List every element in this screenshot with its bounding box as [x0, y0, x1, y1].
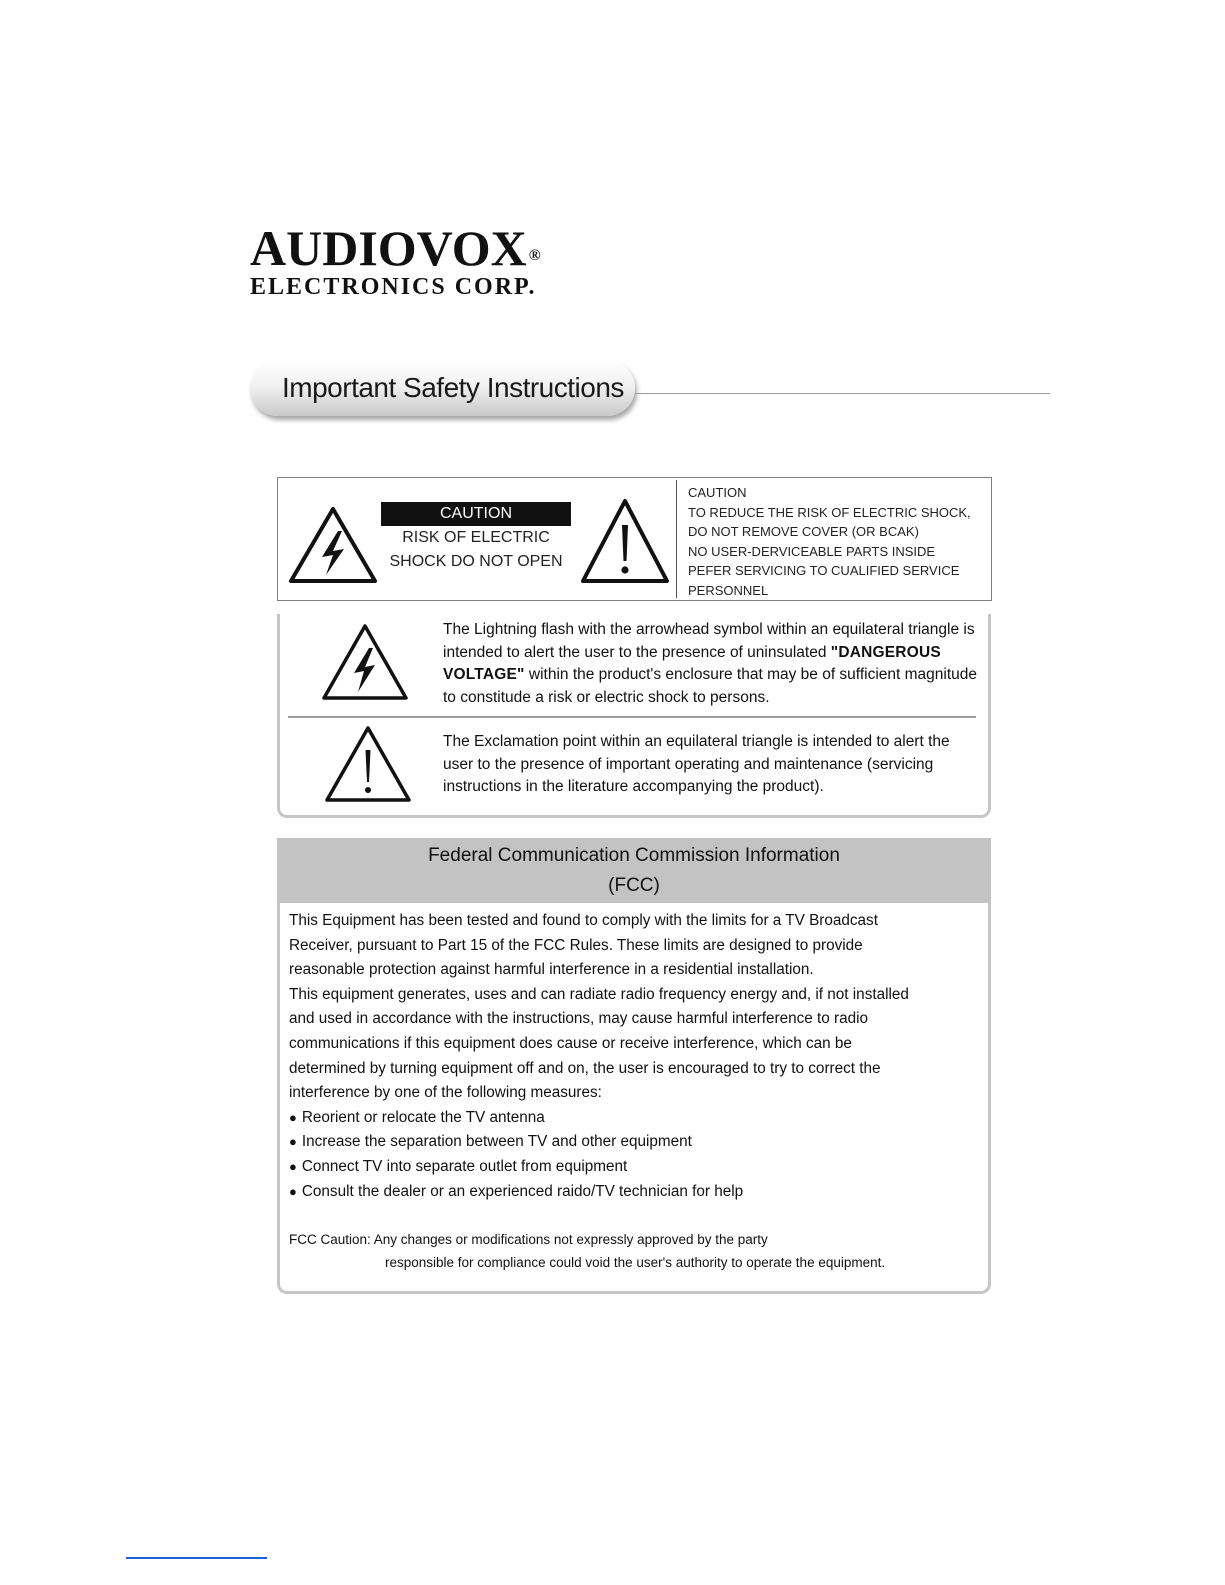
caution-text-line: DO NOT REMOVE COVER (OR BCAK) [688, 524, 919, 539]
logo-subtitle: ELECTRONICS CORP. [250, 274, 537, 300]
symbol-explanations [277, 614, 991, 818]
caution-text-line: PERSONNEL [688, 582, 769, 598]
fcc-line: interference by one of the following measures: [289, 1084, 602, 1102]
lightning-triangle-icon [320, 622, 410, 702]
section-title-pill [250, 360, 635, 416]
section-title: Important Safety Instructions [282, 372, 624, 403]
fcc-bullet: ● Increase the separation between TV and other equipment [289, 1130, 979, 1155]
fcc-line: determined by turning equipment off and on, the user is encouraged to try to correct the [289, 1059, 881, 1077]
electric-shock-warning-icon [287, 505, 379, 585]
fcc-body [289, 909, 979, 1204]
registered-mark: ® [528, 247, 541, 264]
fcc-bullet: ● Reorient or relocate the TV antenna [289, 1106, 979, 1131]
caution-label [381, 502, 571, 574]
dangerous-voltage-text: "DANGEROUS VOLTAGE" [443, 643, 941, 683]
fcc-line: and used in accordance with the instructions, may cause harmful interference to radio [289, 1010, 869, 1028]
exclamation-triangle-icon [323, 724, 413, 804]
fcc-line: communications if this equipment does cause or receive interference, which can be [289, 1034, 852, 1052]
fcc-bullet: ● Consult the dealer or an experienced raido/TV technician for help [289, 1180, 979, 1205]
symbols-divider [288, 716, 976, 718]
caution-label-line: SHOCK DO NOT OPEN [389, 553, 563, 570]
fcc-subtitle: (FCC) [608, 875, 660, 896]
footer-link-underline[interactable] [126, 1557, 267, 1559]
section-rule [635, 393, 1050, 394]
fcc-line: reasonable protection against harmful interference in a residential installation. [289, 961, 814, 979]
audiovox-logo [250, 222, 570, 300]
fcc-bullet: ● Connect TV into separate outlet from equipment [289, 1155, 979, 1180]
fcc-caution [289, 1228, 979, 1274]
caution-text-line: CAUTION [688, 485, 747, 500]
fcc-line: This equipment generates, uses and can radiate radio frequency energy and, if not installed [289, 985, 909, 1003]
fcc-caution-line: FCC Caution: Any changes or modifications not expressly approved by the party [289, 1232, 768, 1247]
fcc-title: Federal Communication Commission Information [428, 845, 840, 866]
caution-text [688, 483, 988, 600]
caution-box [277, 477, 992, 601]
fcc-line: This Equipment has been tested and found to comply with the limits for a TV Broadcast [289, 912, 878, 929]
exclamation-symbol-description: The Exclamation point within an equilateral triangle is intended to alert the user to the presence of important operating and maintenance (servicing instructions in the literature accompanying the product). [443, 733, 950, 795]
caution-label-head: CAUTION [381, 502, 571, 526]
fcc-line: Receiver, pursuant to Part 15 of the FCC Rules. These limits are designed to provide [289, 936, 863, 954]
lightning-symbol-description: The Lightning flash with the arrowhead symbol within an equilateral triangle is intended to alert the user to the presence of uninsulated "DANGEROUS VOLTAGE" within the product's enclosure that may be of sufficient magnitude to constitude a risk or electric shock to persons. [443, 621, 978, 706]
fcc-header [277, 838, 991, 903]
caution-label-line: RISK OF ELECTRIC [402, 529, 550, 546]
fcc-information [277, 838, 991, 1294]
caution-divider [676, 480, 677, 598]
fcc-caution-line: responsible for compliance could void the user's authority to operate the equipment. [385, 1255, 886, 1270]
exclamation-warning-icon [579, 497, 671, 585]
logo-brand: AUDIOVOX ® [250, 220, 541, 276]
caution-text-line: PEFER SERVICING TO CUALIFIED SERVICE [688, 563, 960, 578]
caution-text-line: TO REDUCE THE RISK OF ELECTRIC SHOCK, [688, 504, 971, 520]
caution-text-line: NO USER-DERVICEABLE PARTS INSIDE [688, 543, 936, 559]
section-header [250, 360, 1050, 420]
